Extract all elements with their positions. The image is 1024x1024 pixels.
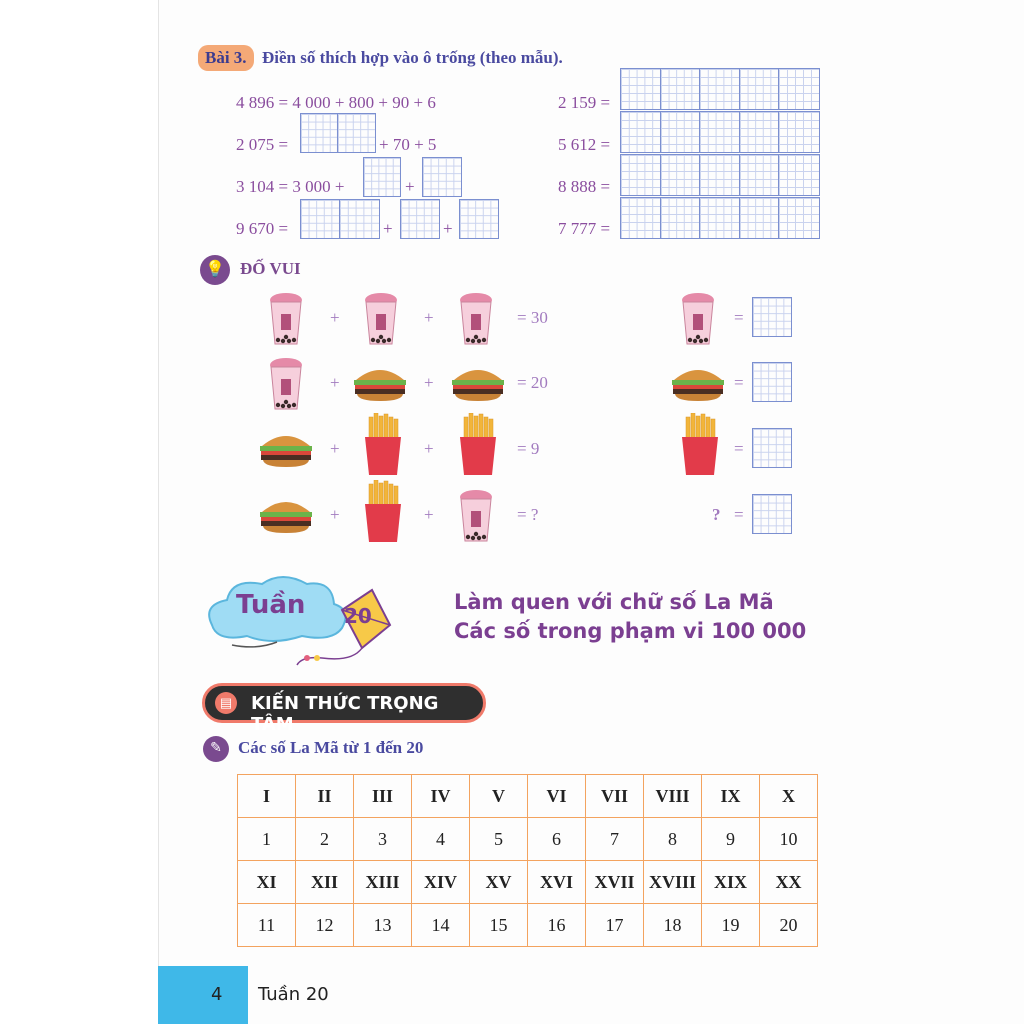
table-cell: 8 xyxy=(644,818,702,861)
table-cell: XVII xyxy=(586,861,644,904)
roman-numeral-table xyxy=(237,774,818,947)
bubble-tea-icon xyxy=(458,292,494,346)
table-cell: 19 xyxy=(702,904,760,947)
hamburger-icon xyxy=(450,364,506,402)
answer-box[interactable] xyxy=(752,428,792,468)
exercise-instruction: Điền số thích hợp vào ô trống (theo mẫu). xyxy=(262,48,563,67)
table-cell: 6 xyxy=(528,818,586,861)
plus-sign: + xyxy=(424,373,434,392)
answer-box[interactable] xyxy=(363,157,401,197)
equation-5612: 5 612 = xyxy=(558,135,611,154)
week-number: 20 xyxy=(344,604,372,628)
equation-2159: 2 159 = xyxy=(558,93,611,112)
bubble-tea-icon xyxy=(680,292,716,346)
table-cell: 18 xyxy=(644,904,702,947)
table-cell: 16 xyxy=(528,904,586,947)
table-cell: 4 xyxy=(412,818,470,861)
answer-box[interactable] xyxy=(752,362,792,402)
table-cell: II xyxy=(296,775,354,818)
french-fries-icon xyxy=(458,413,498,475)
bubble-tea-icon xyxy=(268,357,304,411)
equation-8888: 8 888 = xyxy=(558,177,611,196)
hamburger-icon xyxy=(352,364,408,402)
plus-sign: + xyxy=(330,373,340,392)
table-cell: XX xyxy=(760,861,818,904)
answer-box[interactable] xyxy=(752,297,792,337)
answer-strip[interactable] xyxy=(620,111,820,153)
bubble-tea-icon xyxy=(458,489,494,543)
puzzle-result: = ? xyxy=(517,505,539,524)
puzzle-result: = 9 xyxy=(517,439,540,458)
equation-3104-lhs: 3 104 = 3 000 + xyxy=(236,177,345,196)
hamburger-icon xyxy=(670,364,726,402)
table-cell: 10 xyxy=(760,818,818,861)
puzzle-title: ĐỐ VUI xyxy=(240,259,301,278)
plus-sign: + xyxy=(330,308,340,327)
table-cell: VIII xyxy=(644,775,702,818)
equals-sign: = xyxy=(734,308,744,327)
bubble-tea-icon xyxy=(268,292,304,346)
week-title-line1: Làm quen với chữ số La Mã xyxy=(454,590,774,614)
table-cell: 3 xyxy=(354,818,412,861)
table-cell: XV xyxy=(470,861,528,904)
table-cell: 12 xyxy=(296,904,354,947)
answer-box[interactable] xyxy=(400,199,440,239)
table-cell: I xyxy=(238,775,296,818)
table-cell: VI xyxy=(528,775,586,818)
table-cell: 14 xyxy=(412,904,470,947)
puzzle-result: = 20 xyxy=(517,373,548,392)
week-label: Tuần xyxy=(236,590,306,620)
table-cell: X xyxy=(760,775,818,818)
table-cell: XIX xyxy=(702,861,760,904)
plus-sign: + xyxy=(424,505,434,524)
table-cell: V xyxy=(470,775,528,818)
table-cell: IV xyxy=(412,775,470,818)
table-cell: XVIII xyxy=(644,861,702,904)
plus-sign: + xyxy=(405,177,415,196)
table-cell: VII xyxy=(586,775,644,818)
table-cell: 5 xyxy=(470,818,528,861)
table-cell: 9 xyxy=(702,818,760,861)
answer-strip[interactable] xyxy=(620,197,820,239)
table-cell: XI xyxy=(238,861,296,904)
table-cell: 1 xyxy=(238,818,296,861)
bubble-tea-icon xyxy=(363,292,399,346)
answer-box[interactable] xyxy=(752,494,792,534)
french-fries-icon xyxy=(363,413,403,475)
section-header-label: KIẾN THỨC TRỌNG TÂM xyxy=(251,693,439,735)
example-equation: 4 896 = 4 000 + 800 + 90 + 6 xyxy=(236,93,436,112)
page-number-tab xyxy=(158,966,248,1024)
question-mark: ? xyxy=(712,505,721,524)
page-number: 4 xyxy=(211,984,223,1005)
equals-sign: = xyxy=(734,373,744,392)
table-cell: III xyxy=(354,775,412,818)
answer-box[interactable] xyxy=(422,157,462,197)
hamburger-icon xyxy=(258,430,314,468)
puzzle-result: = 30 xyxy=(517,308,548,327)
equals-sign: = xyxy=(734,439,744,458)
table-cell: 15 xyxy=(470,904,528,947)
lightbulb-icon: 💡 xyxy=(200,255,230,285)
equation-9670-lhs: 9 670 = xyxy=(236,219,289,238)
hamburger-icon xyxy=(258,496,314,534)
table-cell: XIV xyxy=(412,861,470,904)
french-fries-icon xyxy=(363,480,403,542)
table-cell: 20 xyxy=(760,904,818,947)
plus-sign: + xyxy=(330,505,340,524)
exercise-badge: Bài 3. xyxy=(198,45,254,71)
plus-sign: + xyxy=(330,439,340,458)
answer-box[interactable] xyxy=(300,199,380,239)
table-cell: 2 xyxy=(296,818,354,861)
table-cell: 7 xyxy=(586,818,644,861)
table-cell: 11 xyxy=(238,904,296,947)
equals-sign: = xyxy=(734,505,744,524)
pencil-icon: ✎ xyxy=(203,736,229,762)
table-cell: XIII xyxy=(354,861,412,904)
answer-box[interactable] xyxy=(300,113,376,153)
table-cell: XVI xyxy=(528,861,586,904)
table-cell: 17 xyxy=(586,904,644,947)
table-cell: IX xyxy=(702,775,760,818)
equation-7777: 7 777 = xyxy=(558,219,611,238)
equation-2075-rest: + 70 + 5 xyxy=(379,135,437,154)
equation-2075-lhs: 2 075 = xyxy=(236,135,289,154)
plus-sign: + xyxy=(424,439,434,458)
plus-sign: + xyxy=(443,219,453,238)
table-cell: XII xyxy=(296,861,354,904)
answer-box[interactable] xyxy=(459,199,499,239)
plus-sign: + xyxy=(424,308,434,327)
footer-label: Tuần 20 xyxy=(258,984,329,1005)
table-cell: 13 xyxy=(354,904,412,947)
answer-strip[interactable] xyxy=(620,154,820,196)
week-title-line2: Các số trong phạm vi 100 000 xyxy=(454,619,807,643)
plus-sign: + xyxy=(383,219,393,238)
section-header xyxy=(202,683,486,735)
french-fries-icon xyxy=(680,413,720,475)
book-icon: ▤ xyxy=(215,692,237,714)
subsection-title: Các số La Mã từ 1 đến 20 xyxy=(238,738,424,757)
answer-strip[interactable] xyxy=(620,68,820,110)
